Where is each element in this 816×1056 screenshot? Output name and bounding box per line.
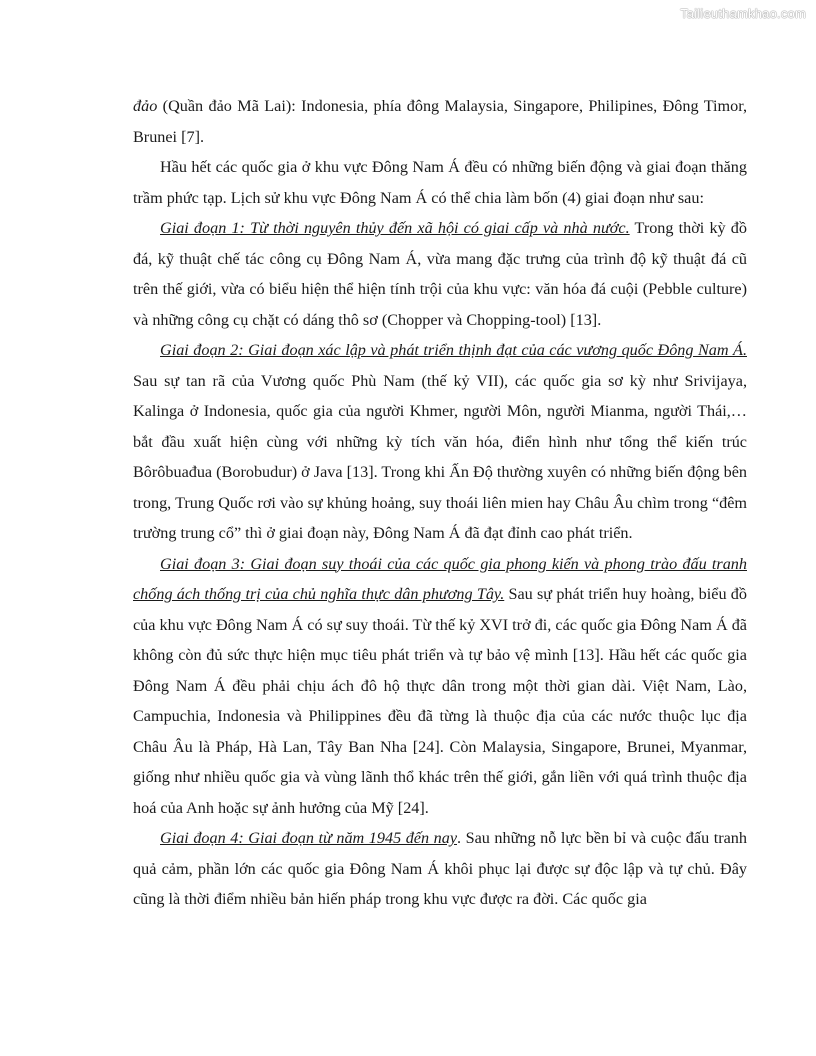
paragraph-text: (Quần đảo Mã Lai): Indonesia, phía đông Malaysia, Singapore, Philipines, Đông Timor, Brunei [7]. (133, 97, 747, 146)
paragraph-3 (133, 213, 747, 335)
paragraph-text: Trong thời kỳ đồ đá, kỹ thuật chế tác công cụ Đông Nam Á, vừa mang đặc trưng của trình độ kỹ thuật đá cũ trên thế giới, vừa có biểu hiện thể hiện tính trội của khu vực: văn hóa đá cuội (Pebble culture) và những công cụ chặt có dáng thô sơ (Chopper và Chopping-tool) [13]. (133, 219, 747, 329)
paragraph-text: Hầu hết các quốc gia ở khu vực Đông Nam Á đều có những biến động và giai đoạn thăng trầm phức tạp. Lịch sử khu vực Đông Nam Á có thể chia làm bốn (4) giai đoạn như sau: (133, 158, 747, 207)
paragraph-2 (133, 152, 747, 213)
paragraph-5 (133, 549, 747, 824)
paragraph-6 (133, 823, 747, 915)
watermark-text: Tailieuthamkhao.com (680, 6, 806, 21)
paragraph-text: Sau sự phát triển huy hoàng, biểu đồ của khu vực Đông Nam Á có sự suy thoái. Từ thế kỷ XVI trở đi, các quốc gia Đông Nam Á đã không còn đủ sức thực hiện mục tiêu phát triển và tự bảo vệ mình [13]. Hầu hết các quốc gia Đông Nam Á đều phải chịu ách đô hộ thực dân trong một thời gian dài. Việt Nam, Lào, Campuchia, Indonesia và Philippines đều đã từng là thuộc địa của các nước thuộc lục địa Châu Âu là Pháp, Hà Lan, Tây Ban Nha [24]. Còn Malaysia, Singapore, Brunei, Myanmar, giống như nhiều quốc gia và vùng lãnh thổ khác trên thế giới, gắn liền với quá trình thuộc địa hoá của Anh hoặc sự ảnh hưởng của Mỹ [24]. (133, 585, 747, 817)
paragraph-lead: đảo (133, 97, 158, 115)
paragraph-4 (133, 335, 747, 549)
paragraph-text: . Sau những nỗ lực bền bỉ và cuộc đấu tranh quả cảm, phần lớn các quốc gia Đông Nam Á khôi phục lại được sự độc lập và tự chủ. Đây cũng là thời điểm nhiều bản hiến pháp trong khu vực được ra đời. Các quốc gia (133, 829, 747, 908)
document-body (133, 91, 747, 915)
period-2-heading: Giai đoạn 2: Giai đoạn xác lập và phát triển thịnh đạt của các vương quốc Đông Nam Á. (160, 341, 747, 359)
period-4-heading: Giai đoạn 4: Giai đoạn từ năm 1945 đến nay (160, 829, 457, 847)
paragraph-text: Sau sự tan rã của Vương quốc Phù Nam (thế kỷ VII), các quốc gia sơ kỳ như Srivijaya, Kalinga ở Indonesia, quốc gia của người Khmer, người Môn, người Mianma, người Thái,… bắt đầu xuất hiện cùng với những kỳ tích văn hóa, điển hình như tổng thể kiến trúc Bôrôbuađua (Borobudur) ở Java [13]. Trong khi Ấn Độ thường xuyên có những biến động bên trong, Trung Quốc rơi vào sự khủng hoảng, suy thoái liên mien hay Châu Âu chìm trong “đêm trường trung cổ” thì ở giai đoạn này, Đông Nam Á đã đạt đỉnh cao phát triển. (133, 371, 747, 542)
period-3-heading: Giai đoạn 3: Giai đoạn suy thoái của các quốc gia phong kiến và phong trào đấu tranh chống ách thống trị của chủ nghĩa thực dân phương Tây. (133, 554, 747, 603)
paragraph-1 (133, 91, 747, 152)
period-1-heading: Giai đoạn 1: Từ thời nguyên thủy đến xã hội có giai cấp và nhà nước. (160, 219, 630, 237)
